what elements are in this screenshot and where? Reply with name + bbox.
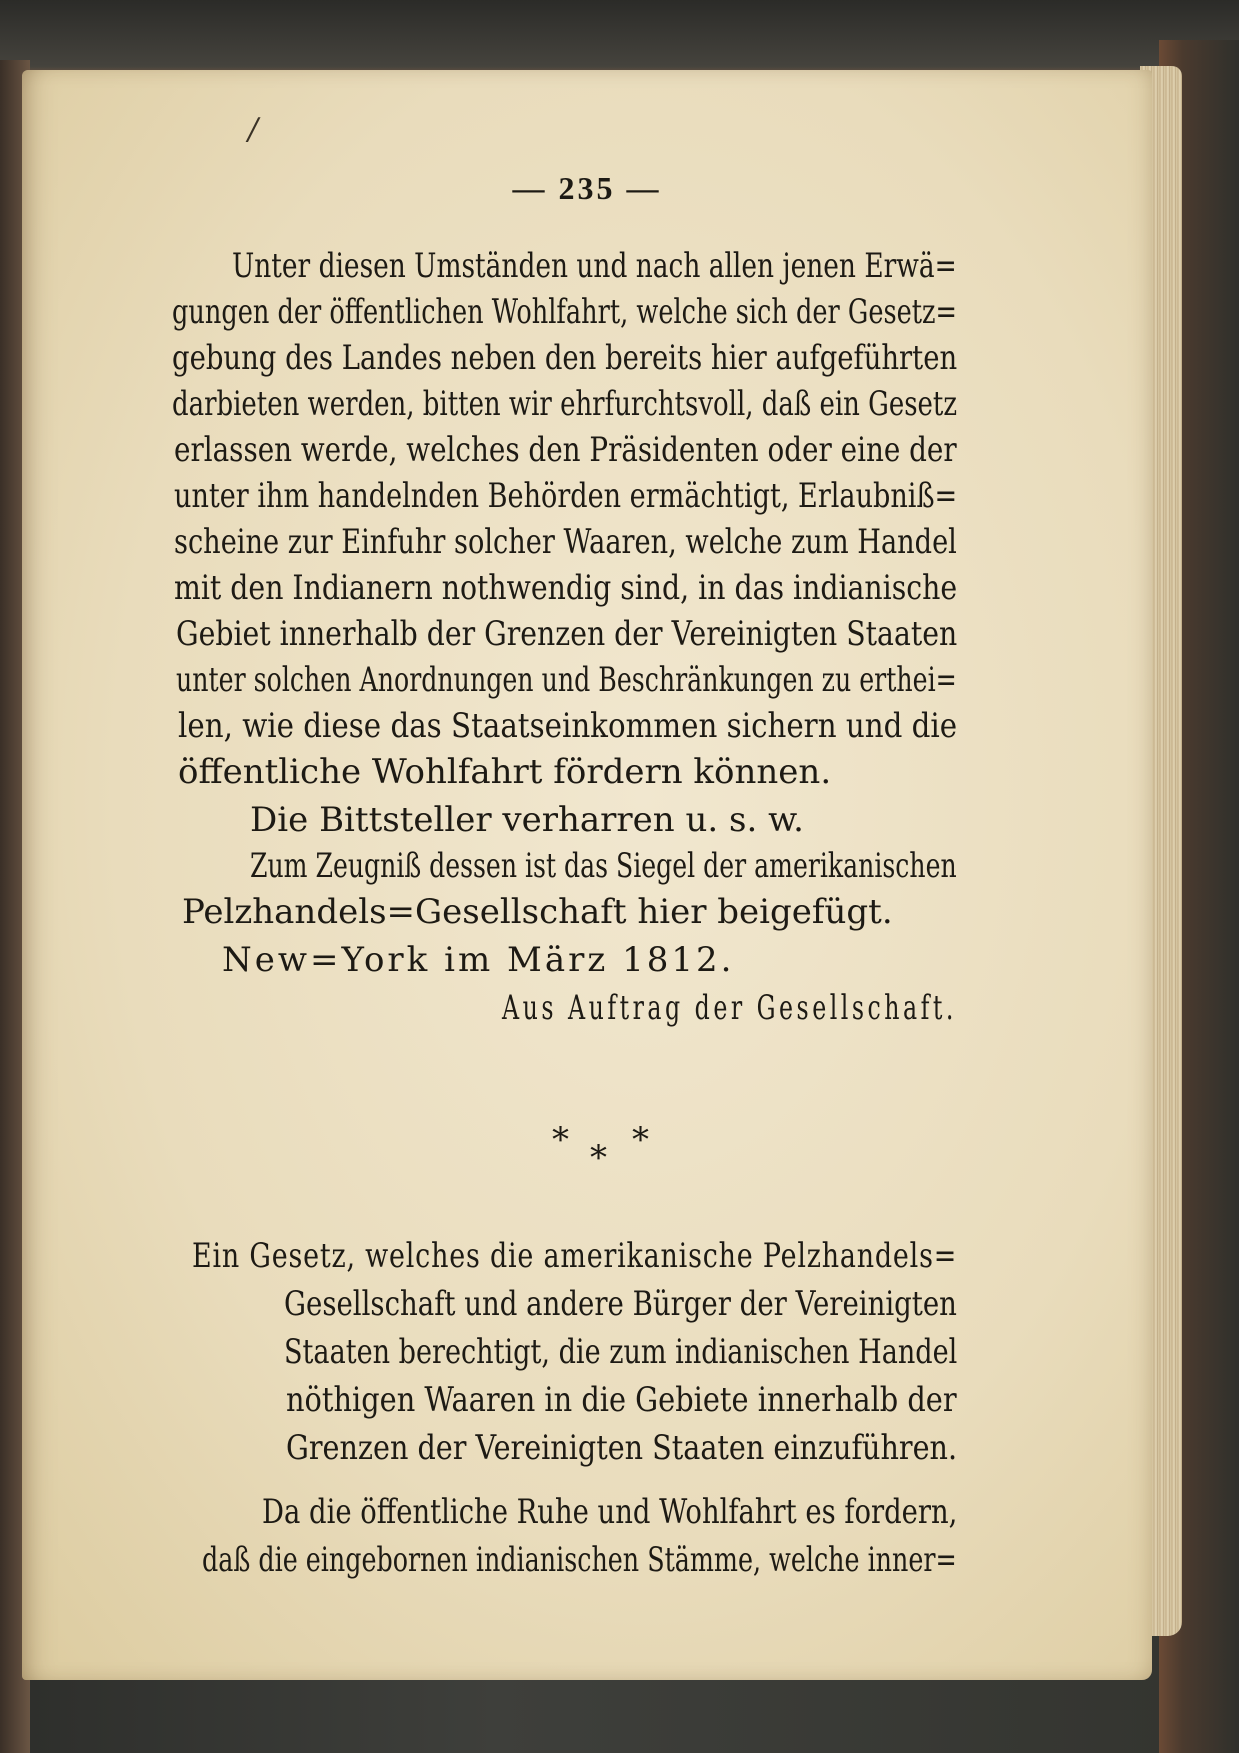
page-number: — 235 — xyxy=(512,170,662,206)
stray-mark: / xyxy=(248,112,259,147)
petition-line-4: darbieten werden, bitten wir ehrfurchtsvoll, daß ein Gesetz xyxy=(172,384,958,424)
petition-line-2: gungen der öffentlichen Wohlfahrt, welche sich der Gesetz= xyxy=(172,292,957,332)
act-title-line-1: Ein Gesetz, welches die amerikanische Pelzhandels= xyxy=(192,1236,958,1276)
asterism-star-2: * xyxy=(590,1138,607,1178)
petitioners-line: Die Bittsteller verharren u. s. w. xyxy=(250,800,804,840)
petition-line-3: gebung des Landes neben den bereits hier aufgeführten xyxy=(172,338,958,378)
act-body-line-1: Da die öffentliche Ruhe und Wohlfahrt es fordern, xyxy=(262,1492,958,1532)
petition-line-10: unter solchen Anordnungen und Beschränkungen zu erthei= xyxy=(176,660,957,700)
asterism-star-1: * xyxy=(552,1120,569,1160)
seal-line-1: Zum Zeugniß dessen ist das Siegel der amerikanischen xyxy=(250,846,957,886)
asterism xyxy=(22,1120,1152,1180)
petition-line-6: unter ihm handelnden Behörden ermächtigt, Erlaubniß= xyxy=(174,476,958,516)
signature-line: Aus Auftrag der Gesellschaft. xyxy=(502,988,957,1028)
asterism-star-3: * xyxy=(632,1120,649,1160)
petition-line-8: mit den Indianern nothwendig sind, in das indianische xyxy=(174,568,958,608)
petition-line-7: scheine zur Einfuhr solcher Waaren, welche zum Handel xyxy=(174,522,957,562)
petition-line-5: erlassen werde, welches den Präsidenten oder eine der xyxy=(174,430,957,470)
petition-line-12: öffentliche Wohlfahrt fördern können. xyxy=(178,752,832,792)
book-page xyxy=(22,70,1152,1680)
act-body-line-2: daß die eingebornen indianischen Stämme, welche inner= xyxy=(202,1540,957,1580)
act-title-line-5: Grenzen der Vereinigten Staaten einzuführen. xyxy=(286,1428,958,1468)
place-date-line: New=York im März 1812. xyxy=(222,940,735,980)
petition-line-1: Unter diesen Umständen und nach allen jenen Erwä= xyxy=(232,246,957,286)
petition-line-11: len, wie diese das Staatseinkommen sichern und die xyxy=(178,706,958,746)
act-title-line-4: nöthigen Waaren in die Gebiete innerhalb der xyxy=(286,1380,957,1420)
act-title-line-3: Staaten berechtigt, die zum indianischen Handel xyxy=(284,1332,958,1372)
petition-line-9: Gebiet innerhalb der Grenzen der Vereinigten Staaten xyxy=(176,614,958,654)
page-text xyxy=(22,70,1152,1680)
book-cover-top xyxy=(0,0,1239,78)
seal-line-2: Pelzhandels=Gesellschaft hier beigefügt. xyxy=(182,892,893,932)
act-title-line-2: Gesellschaft und andere Bürger der Vereinigten xyxy=(284,1284,957,1324)
